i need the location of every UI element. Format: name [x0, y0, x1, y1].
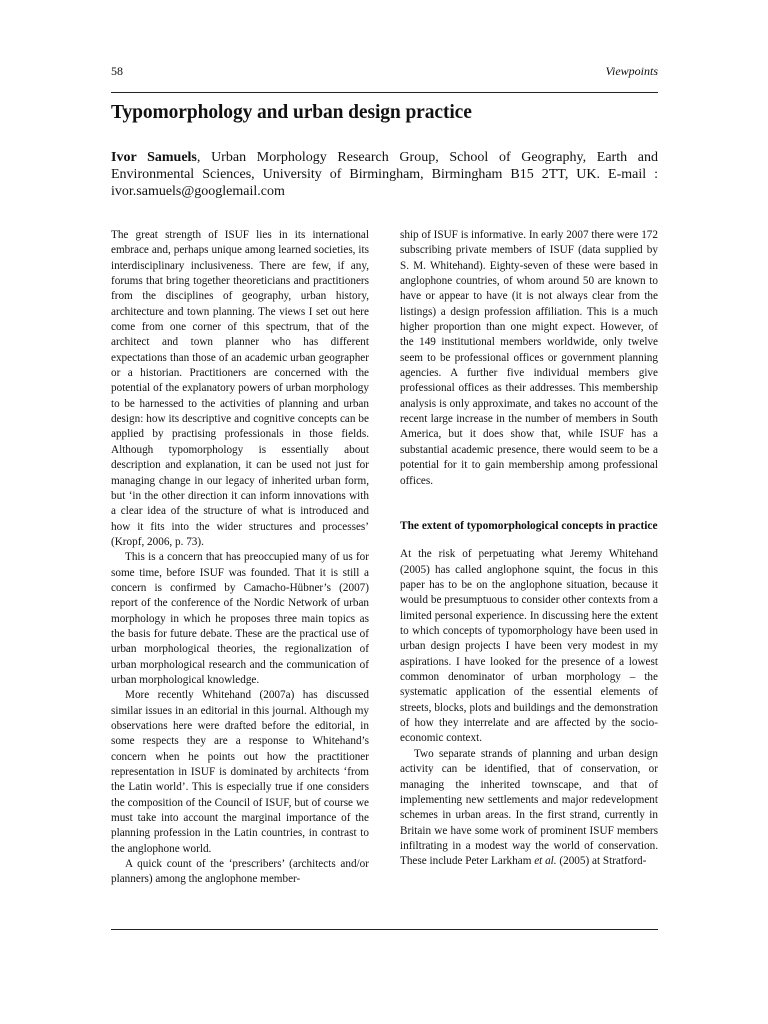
affiliation-text: , Urban Morphology Research Group, School of Geography, Earth and Environmental Sciences, University of Birmingham, Birmingham B15 2TT, UK. E-mail : ivor.samuels@googlemail.com [111, 150, 659, 199]
section-heading: The extent of typomorphological concepts in practice [400, 519, 658, 532]
journal-page [111, 64, 659, 886]
paragraph [400, 747, 658, 870]
right-column [400, 228, 658, 888]
footer-rule [111, 929, 658, 930]
spacer [400, 489, 658, 519]
author-name: Ivor Samuels [111, 150, 197, 165]
spacer [400, 534, 658, 547]
paragraph: ship of ISUF is informative. In early 2007 there were 172 subscribing private members of ISUF (data supplied by S. M. Whitehand). Eighty-seven of these were based in anglophone countries, of whom around 50 are known to have or appear to have (it is not always clear from the listings) a design profession affiliation. This is a much higher proportion than one might expect. However, of the 149 institutional members worldwide, only twelve seem to be professional offices or government planning agencies. A further five individual members give professional offices as their addresses. This membership analysis is only approximate, and takes no account of the recent large increase in the number of members in South America, but it does show that, while ISUF has a substantial academic presence, there would seem to be a potential for it to gain membership among professional offices. [400, 229, 658, 487]
paragraph: More recently Whitehand (2007a) has discussed similar issues in an editorial in this journal. Although my observations here were drafted before the editorial, in some respects they are a response to Whitehand’s concern when he points out how the practitioner representation in ISUF is dominated by architects ‘from the Latin world’. This is especially true if one considers the composition of the Council of ISUF, but of course we must take into account the marginal importance of the planning profession in the Latin countries, in contrast to the anglophone world. [111, 689, 369, 855]
author-affiliation [111, 149, 658, 200]
header-rule [111, 92, 658, 93]
left-column [111, 228, 369, 888]
paragraph-text-end: (2005) at Stratford- [556, 855, 647, 868]
paragraph: At the risk of perpetuating what Jeremy Whitehand (2005) has called anglophone squint, the focus in this paper has to be on the anglophone situation, because it would be presumptuous to consider other contexts from a limited personal experience. In discussing here the extent to which concepts of typomorphology have been used in urban design projects I have been very modest in my aspirations. I have looked for the presence of a lowest common denominator of urban morphology – the systematic application of the essential elements of streets, blocks, plots and buildings and the demonstration of how they interrelate and are affected by the socio-economic context. [400, 548, 658, 745]
section-name: Viewpoints [605, 64, 658, 78]
article-title: Typomorphology and urban design practice [111, 102, 472, 123]
paragraph: The great strength of ISUF lies in its international embrace and, perhaps unique among learned societies, its interdisciplinary inclusiveness. There are few, if any, forums that bring together theoreticians and practitioners from the disciplines of geography, urban history, architecture and town planning. The views I set out here come from one corner of this spectrum, that of the architect and town planner who has different expectations than those of an academic urban geographer or a historian. Practitioners are concerned with the potential of the explanatory powers of urban morphology to be harnessed to the activities of planning and urban design: how its descriptive and cognitive concepts can be applied by practising professionals in those fields. Although typomorphology is essentially about description and explanation, it can be used not just for managing change in our legacy of inherited urban form, but ‘in the other direction it can inform innovations with a clear idea of the structure of what is introduced and how it fits into the wider structures and processes’ (Kropf, 2006, p. 73). [111, 229, 369, 548]
running-head [111, 64, 658, 86]
body-columns [111, 228, 658, 888]
paragraph: A quick count of the ‘prescribers’ (architects and/or planners) among the anglophone member- [111, 858, 369, 886]
paragraph: This is a concern that has preoccupied many of us for some time, before ISUF was founded. That it is still a concern is confirmed by Camacho-Hübner’s (2007) report of the conference of the Nordic Network of urban morphology in which he proposes three main topics as the basis for future debate. These are the practical use of urban morphological theories, the regionalization of urban morphological research and the communication of urban morphological knowledge. [111, 551, 369, 686]
page-number: 58 [111, 64, 123, 78]
et-al: et al. [534, 855, 557, 868]
paragraph-text: Two separate strands of planning and urban design activity can be identified, that of conservation, or managing the inherited townscape, and that of implementing new settlements and major redevelopment schemes in urban areas. In the first strand, currently in Britain we have some work of prominent ISUF members infiltrating in a modest way the world of conservation. These include Peter Larkham [400, 747, 658, 868]
